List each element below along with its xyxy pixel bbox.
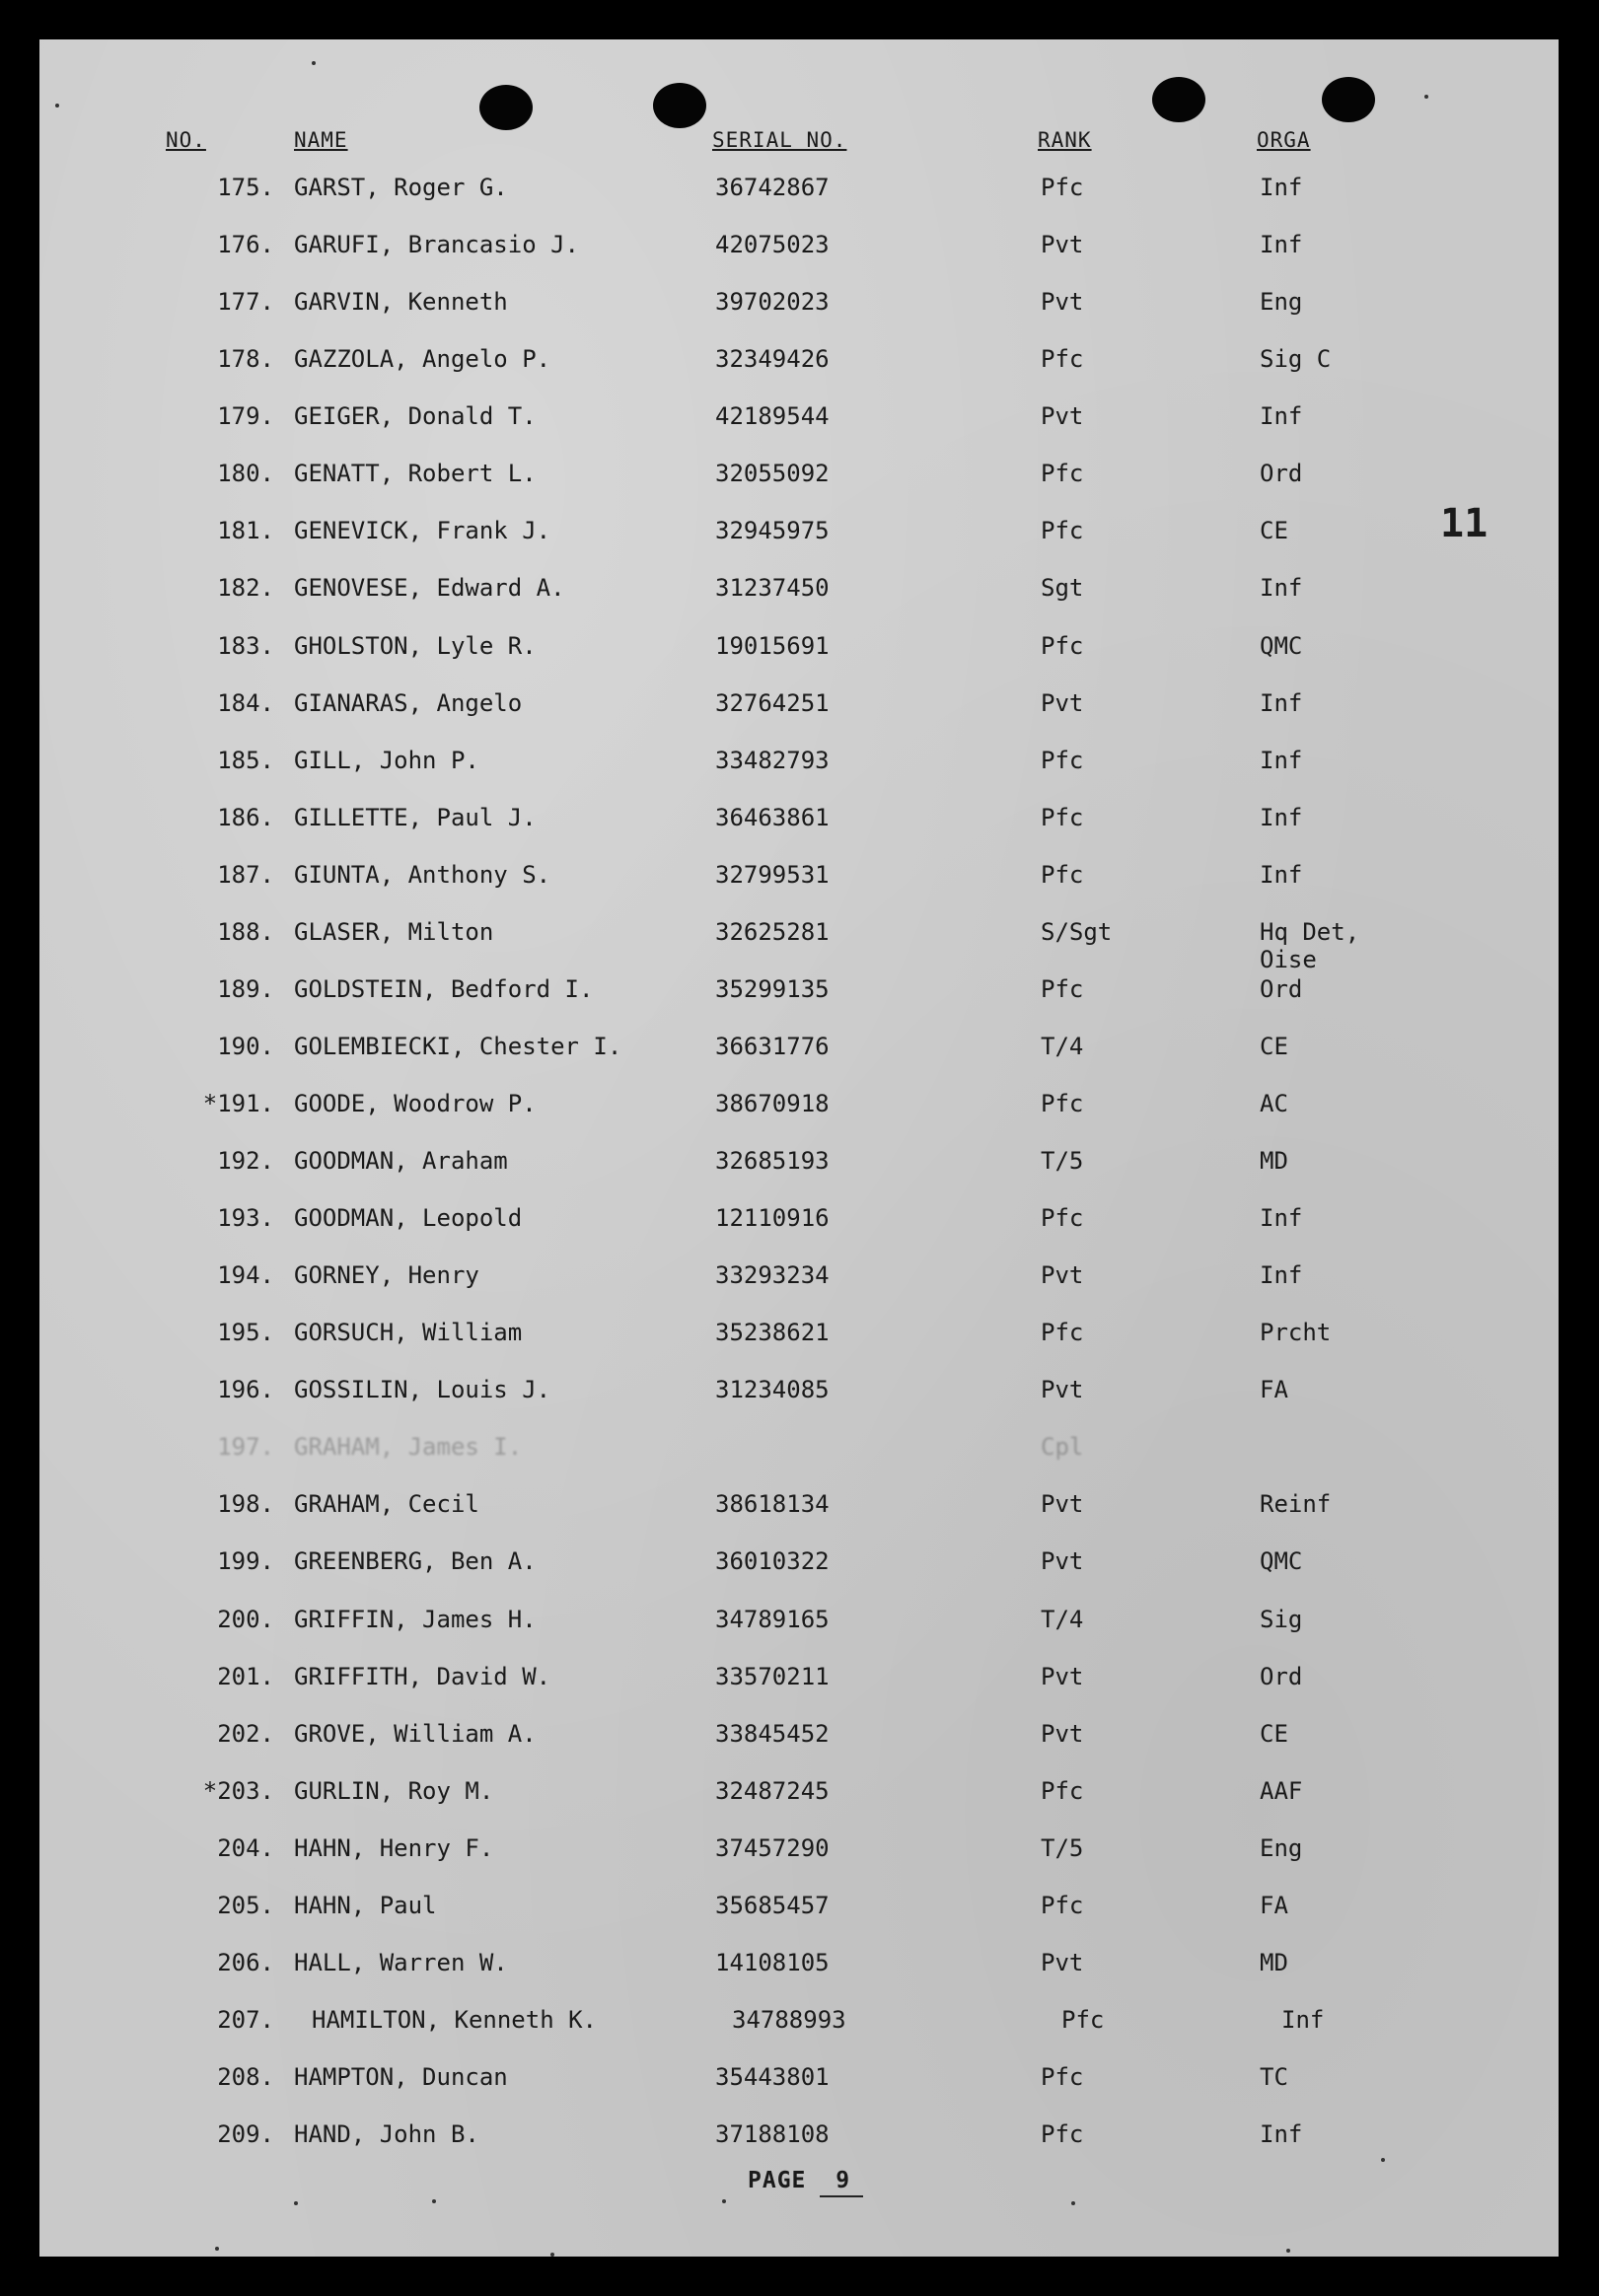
entry-number: 201. (217, 1662, 274, 1690)
organization (1260, 574, 1302, 602)
organization-line: Inf (1260, 1261, 1303, 1290)
organization-line: Inf (1260, 688, 1303, 717)
organization (1281, 2006, 1324, 2034)
table-row (39, 1606, 1559, 1641)
serial-number: 32055092 (715, 460, 830, 488)
organization-line: Eng (1260, 1833, 1303, 1862)
speck (432, 2199, 436, 2203)
rank: Pfc (1041, 345, 1084, 374)
entry-number: 182. (217, 574, 274, 603)
table-row (39, 345, 1559, 381)
table-row (39, 1547, 1559, 1583)
rank: Pvt (1041, 288, 1084, 317)
organization-line: FA (1260, 1891, 1288, 1919)
table-row (39, 231, 1559, 266)
entry-number: 181. (217, 517, 274, 545)
organization-line: AC (1260, 1090, 1288, 1117)
entry-number: 179. (217, 402, 274, 431)
rank: Sgt (1041, 574, 1084, 603)
organization-line: Inf (1260, 174, 1303, 201)
organization (1260, 1547, 1302, 1575)
organization-line-2: Oise (1260, 945, 1317, 973)
organization (1260, 1090, 1288, 1117)
table-row (39, 1490, 1559, 1526)
entry-number: 207. (217, 2005, 274, 2034)
soldier-name: HAMPTON, Duncan (294, 2063, 508, 2091)
entry-number: 185. (217, 746, 274, 774)
header-serial: SERIAL NO. (712, 128, 847, 152)
table-row (39, 1777, 1559, 1813)
rank: Pvt (1041, 1948, 1084, 1976)
organization-line: Inf (1260, 1204, 1303, 1233)
organization (1260, 1490, 1331, 1518)
soldier-name: HAHN, Paul (294, 1891, 437, 1919)
entry-number: 199. (217, 1547, 274, 1576)
organization (1260, 689, 1302, 717)
organization (1260, 747, 1302, 774)
table-row (39, 174, 1559, 209)
organization-line: Ord (1260, 460, 1303, 488)
entry-number: 200. (217, 1605, 274, 1633)
entry-number: 193. (217, 1204, 274, 1233)
entry-number: 209. (217, 2120, 274, 2148)
table-row (39, 632, 1559, 668)
soldier-name: GIUNTA, Anthony S. (294, 860, 551, 889)
soldier-name: GURLIN, Roy M. (294, 1776, 494, 1805)
soldier-name: GENATT, Robert L. (294, 460, 537, 488)
serial-number: 37188108 (715, 2120, 830, 2148)
serial-number: 36742867 (715, 174, 830, 201)
table-row (39, 1663, 1559, 1698)
organization-line: Sig (1260, 1605, 1303, 1633)
organization-line: Ord (1260, 974, 1303, 1003)
table-row (39, 1720, 1559, 1756)
organization (1260, 1204, 1302, 1232)
entry-number: 187. (217, 860, 274, 889)
serial-number: 34788993 (732, 2005, 846, 2034)
table-row (39, 975, 1559, 1011)
soldier-name: GOLDSTEIN, Bedford I. (294, 974, 594, 1003)
header-org: ORGA (1257, 128, 1311, 152)
serial-number: 37457290 (715, 1833, 830, 1862)
soldier-name: GOODE, Woodrow P. (294, 1090, 537, 1117)
rank: T/4 (1041, 1032, 1084, 1060)
rank: Pfc (1041, 174, 1084, 201)
page-value: 9 (820, 2168, 863, 2197)
organization-line: MD (1260, 1147, 1288, 1175)
soldier-name: GARVIN, Kenneth (294, 288, 508, 317)
table-row (39, 517, 1559, 552)
entry-number: 195. (217, 1319, 274, 1347)
margin-number: 11 (1440, 501, 1489, 546)
header-no: NO. (166, 128, 206, 152)
table-row (39, 288, 1559, 323)
rank: Pfc (1041, 1776, 1084, 1805)
entry-number: 204. (217, 1833, 274, 1862)
rank: Pfc (1041, 631, 1084, 660)
entry-number: 180. (217, 460, 274, 488)
soldier-name: GORSUCH, William (294, 1319, 523, 1347)
organization (1260, 1606, 1302, 1633)
entry-number: 175. (217, 174, 274, 201)
header-rank: RANK (1038, 128, 1092, 152)
soldier-name: GILL, John P. (294, 746, 479, 774)
table-row (39, 574, 1559, 610)
entry-number: 178. (217, 345, 274, 374)
table-row (39, 1949, 1559, 1984)
table-row (39, 1261, 1559, 1297)
organization (1260, 1261, 1302, 1289)
serial-number: 36010322 (715, 1547, 830, 1576)
rank: S/Sgt (1041, 917, 1113, 946)
serial-number: 32349426 (715, 345, 830, 374)
rank: Pfc (1041, 1319, 1084, 1347)
organization-line: CE (1260, 517, 1288, 545)
rank: Pfc (1061, 2005, 1105, 2034)
soldier-name: GOODMAN, Araham (294, 1147, 508, 1175)
serial-number: 33293234 (715, 1261, 830, 1290)
serial-number: 42189544 (715, 402, 830, 431)
serial-number: 35299135 (715, 974, 830, 1003)
organization (1260, 402, 1302, 430)
soldier-name: HAHN, Henry F. (294, 1833, 494, 1862)
organization-line: Ord (1260, 1662, 1303, 1690)
organization (1260, 288, 1302, 316)
page-label: PAGE (748, 2168, 807, 2193)
serial-number: 32945975 (715, 517, 830, 545)
organization-line: Inf (1260, 746, 1303, 774)
soldier-name: GRIFFIN, James H. (294, 1605, 537, 1633)
rank: Pvt (1041, 1662, 1084, 1690)
organization-line: Inf (1260, 860, 1303, 889)
organization-line: TC (1260, 2063, 1288, 2091)
table-row (39, 917, 1559, 973)
rank: Pfc (1041, 2120, 1084, 2148)
rank: Pfc (1041, 1204, 1084, 1233)
soldier-name: GHOLSTON, Lyle R. (294, 631, 537, 660)
rank: Pfc (1041, 2063, 1084, 2091)
table-row (39, 1433, 1559, 1469)
organization-line: Inf (1260, 402, 1303, 431)
rank: Pvt (1041, 1547, 1084, 1576)
entry-number: *191. (202, 1090, 274, 1117)
serial-number: 35238621 (715, 1319, 830, 1347)
organization (1260, 517, 1288, 544)
entry-number: 208. (217, 2063, 274, 2091)
serial-number: 31237450 (715, 574, 830, 603)
rank: Pfc (1041, 1090, 1084, 1117)
rank: T/5 (1041, 1833, 1084, 1862)
soldier-name: HALL, Warren W. (294, 1948, 508, 1976)
entry-number: 186. (217, 803, 274, 831)
organization-line: Inf (1281, 2005, 1325, 2034)
organization-line: AAF (1260, 1776, 1303, 1805)
entry-number: 183. (217, 631, 274, 660)
organization (1260, 1777, 1302, 1805)
table-row (39, 1090, 1559, 1125)
serial-number: 12110916 (715, 1204, 830, 1233)
serial-number: 31234085 (715, 1376, 830, 1404)
serial-number: 33482793 (715, 746, 830, 774)
soldier-name: GENOVESE, Edward A. (294, 574, 565, 603)
organization-line: Inf (1260, 231, 1303, 259)
organization (1260, 231, 1302, 258)
entry-number: 197. (217, 1433, 274, 1462)
soldier-name: GAZZOLA, Angelo P. (294, 345, 551, 374)
entry-number: 184. (217, 688, 274, 717)
soldier-name: HAND, John B. (294, 2120, 479, 2148)
soldier-name: GOODMAN, Leopold (294, 1204, 523, 1233)
table-row (39, 1033, 1559, 1068)
soldier-name: GOSSILIN, Louis J. (294, 1376, 551, 1404)
soldier-name: GLASER, Milton (294, 917, 494, 946)
entry-number: 202. (217, 1719, 274, 1748)
table-row (39, 1892, 1559, 1927)
table-row (39, 1376, 1559, 1411)
table-row (39, 1147, 1559, 1183)
organization (1260, 918, 1359, 973)
rank: Pvt (1041, 1719, 1084, 1748)
rank: Pvt (1041, 231, 1084, 259)
table-row (39, 1319, 1559, 1354)
organization (1260, 1376, 1288, 1403)
organization-line: Hq Det, (1260, 917, 1360, 946)
soldier-name: HAMILTON, Kenneth K. (312, 2005, 597, 2034)
organization (1260, 1720, 1288, 1748)
soldier-name: GRAHAM, Cecil (294, 1490, 479, 1519)
organization-line: QMC (1260, 631, 1303, 660)
speck (1381, 2158, 1385, 2162)
serial-number: 36463861 (715, 803, 830, 831)
organization (1260, 632, 1302, 660)
organization (1260, 975, 1302, 1003)
entry-number: 196. (217, 1376, 274, 1404)
entry-number: 190. (217, 1032, 274, 1060)
rank: Pvt (1041, 402, 1084, 431)
organization (1260, 1892, 1288, 1919)
organization (1260, 1834, 1302, 1862)
organization (1260, 1033, 1288, 1060)
entry-number: 206. (217, 1948, 274, 1976)
serial-number: 42075023 (715, 231, 830, 259)
soldier-name: GEIGER, Donald T. (294, 402, 537, 431)
organization-line: QMC (1260, 1547, 1303, 1576)
organization (1260, 2063, 1288, 2091)
organization-line: MD (1260, 1948, 1288, 1976)
organization-line: CE (1260, 1032, 1288, 1060)
organization-line: Prcht (1260, 1319, 1332, 1347)
soldier-name: GROVE, William A. (294, 1719, 537, 1748)
speck (294, 2201, 298, 2205)
punch-hole-1 (479, 85, 533, 130)
entry-number: 176. (217, 231, 274, 259)
speck (550, 2253, 554, 2257)
rank: Pfc (1041, 1891, 1084, 1919)
entry-number: 198. (217, 1490, 274, 1519)
organization (1260, 861, 1302, 889)
organization (1260, 1949, 1288, 1976)
speck (722, 2199, 726, 2203)
organization (1260, 1319, 1331, 1346)
rank: Pfc (1041, 860, 1084, 889)
entry-number: 205. (217, 1891, 274, 1919)
entry-number: 189. (217, 974, 274, 1003)
header-name: NAME (294, 128, 348, 152)
page-number (748, 2168, 863, 2197)
organization-line: Inf (1260, 803, 1303, 831)
organization-line: Inf (1260, 574, 1303, 603)
rank: Pvt (1041, 1376, 1084, 1404)
organization-line: CE (1260, 1719, 1288, 1748)
table-row (39, 2006, 1559, 2042)
soldier-name: GREENBERG, Ben A. (294, 1547, 537, 1576)
table-row (39, 460, 1559, 495)
organization (1260, 1663, 1302, 1690)
speck (55, 104, 59, 108)
table-row (39, 689, 1559, 725)
serial-number: 19015691 (715, 631, 830, 660)
organization (1260, 345, 1331, 373)
organization-line: Inf (1260, 2120, 1303, 2148)
rank: Pfc (1041, 517, 1084, 545)
entry-number: 192. (217, 1147, 274, 1175)
soldier-name: GILLETTE, Paul J. (294, 803, 537, 831)
punch-hole-3 (1152, 77, 1205, 122)
rank: Pfc (1041, 974, 1084, 1003)
serial-number: 32764251 (715, 688, 830, 717)
soldier-name: GIANARAS, Angelo (294, 688, 523, 717)
table-row (39, 2120, 1559, 2156)
table-row (39, 747, 1559, 782)
serial-number: 32685193 (715, 1147, 830, 1175)
table-row (39, 804, 1559, 839)
serial-number: 39702023 (715, 288, 830, 317)
serial-number: 32799531 (715, 860, 830, 889)
serial-number: 34789165 (715, 1605, 830, 1633)
organization (1260, 2120, 1302, 2148)
rank: Pvt (1041, 1261, 1084, 1290)
speck (215, 2247, 219, 2251)
rank: Pfc (1041, 746, 1084, 774)
organization-line: Eng (1260, 288, 1303, 317)
rank: Pfc (1041, 460, 1084, 488)
soldier-name: GRAHAM, James I. (294, 1433, 523, 1462)
speck (1286, 2249, 1290, 2253)
serial-number: 32487245 (715, 1776, 830, 1805)
soldier-name: GENEVICK, Frank J. (294, 517, 551, 545)
soldier-name: GARUFI, Brancasio J. (294, 231, 579, 259)
serial-number: 35685457 (715, 1891, 830, 1919)
rank: T/4 (1041, 1605, 1084, 1633)
serial-number: 14108105 (715, 1948, 830, 1976)
organization (1260, 174, 1302, 201)
rank: T/5 (1041, 1147, 1084, 1175)
serial-number: 38670918 (715, 1090, 830, 1117)
soldier-name: GARST, Roger G. (294, 174, 508, 201)
serial-number: 36631776 (715, 1032, 830, 1060)
entry-number: 188. (217, 917, 274, 946)
organization (1260, 1147, 1288, 1175)
rank: Cpl (1041, 1433, 1084, 1462)
roster-page (39, 39, 1559, 2257)
entry-number: *203. (202, 1776, 274, 1805)
table-row (39, 1204, 1559, 1240)
serial-number: 38618134 (715, 1490, 830, 1519)
serial-number: 33570211 (715, 1662, 830, 1690)
organization-line: Sig C (1260, 345, 1332, 374)
rank: Pvt (1041, 1490, 1084, 1519)
table-row (39, 2063, 1559, 2099)
punch-hole-4 (1322, 77, 1375, 122)
rank: Pfc (1041, 803, 1084, 831)
organization-line: Reinf (1260, 1490, 1332, 1519)
entry-number: 177. (217, 288, 274, 317)
organization-line: FA (1260, 1376, 1288, 1404)
punch-hole-2 (653, 83, 706, 128)
rank: Pvt (1041, 688, 1084, 717)
serial-number: 32625281 (715, 917, 830, 946)
soldier-name: GRIFFITH, David W. (294, 1662, 551, 1690)
table-row (39, 402, 1559, 438)
speck (312, 61, 316, 65)
serial-number: 33845452 (715, 1719, 830, 1748)
speck (1071, 2201, 1075, 2205)
soldier-name: GOLEMBIECKI, Chester I. (294, 1032, 622, 1060)
organization (1260, 460, 1302, 487)
soldier-name: GORNEY, Henry (294, 1261, 479, 1290)
table-row (39, 861, 1559, 897)
table-row (39, 1834, 1559, 1870)
entry-number: 194. (217, 1261, 274, 1290)
organization (1260, 804, 1302, 831)
serial-number: 35443801 (715, 2063, 830, 2091)
speck (1424, 95, 1428, 99)
